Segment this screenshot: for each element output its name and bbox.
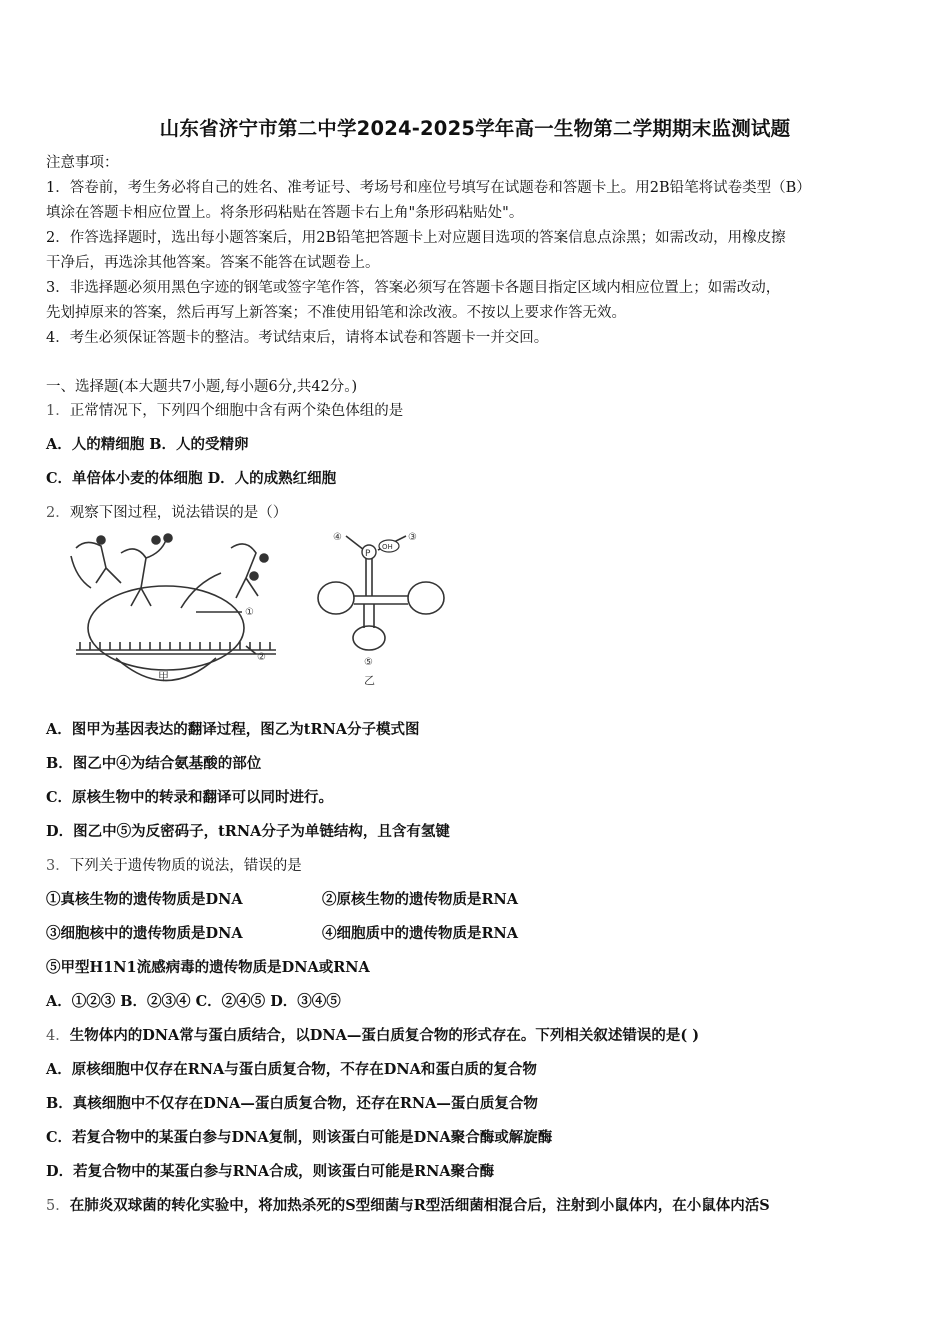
trna-right [231,544,258,598]
question-2-option-d: D．图乙中⑤为反密码子，tRNA分子为单链结构，且含有氢键 [46,823,450,840]
question-number: 1． [46,403,70,419]
question-4-option-d: D．若复合物中的某蛋白参与RNA合成，则该蛋白可能是RNA聚合酶 [46,1163,495,1180]
statement-1: ①真核生物的遗传物质是DNA [46,891,243,908]
question-3-stem [46,856,906,876]
question-number: 2． [46,505,70,521]
question-2-option-c: C．原核生物中的转录和翻译可以同时进行。 [46,789,334,806]
question-3-statement-row [46,890,906,910]
question-text: 生物体内的DNA常与蛋白质结合，以DNA—蛋白质复合物的形式存在。下列相关叙述错误的是( ) [69,1027,700,1044]
figure-label-yi: 乙 [364,674,375,687]
question-3-statement-row [46,924,906,944]
figure-label-jia: 甲 [158,670,169,683]
question-number: 4． [46,1028,70,1044]
question-2-option-a: A．图甲为基因表达的翻译过程，图乙为tRNA分子模式图 [46,721,420,738]
notice-line: 干净后，再选涂其他答案。答案不能答在试题卷上。 [46,255,380,271]
question-5-stem [46,1196,906,1216]
question-text: 在肺炎双球菌的转化实验中，将加热杀死的S型细菌与R型活细菌相混合后，注射到小鼠体内，在小鼠体内活S [69,1197,770,1214]
question-text: 正常情况下，下列四个细胞中含有两个染色体组的是 [69,403,404,419]
codon-ticks [80,642,270,650]
question-number: 3． [46,858,70,874]
question-number: 5． [46,1198,70,1214]
notice-line: 先划掉原来的答案，然后再写上新答案；不准使用铅笔和涂改液。不按以上要求作答无效。 [46,305,626,321]
arrow-left [71,556,91,588]
question-4-option-b: B．真核细胞中不仅存在DNA—蛋白质复合物，还存在RNA—蛋白质复合物 [46,1095,538,1112]
question-4-option-a: A．原核细胞中仅存在RNA与蛋白质复合物，不存在DNA和蛋白质的复合物 [46,1061,537,1078]
notice-line: 2．作答选择题时，选出每小题答案后，用2B铅笔把答题卡上对应题目选项的答案信息点涂黑；如需改动，用橡皮擦 [46,230,786,246]
statement-3: ③细胞核中的遗传物质是DNA [46,925,243,942]
statement-5: ⑤甲型H1N1流感病毒的遗传物质是DNA或RNA [46,959,370,976]
marker-1: ① [245,607,254,618]
notice-line: 4．考生必须保证答题卡的整洁。考试结束后，请将本试卷和答题卡一并交回。 [46,330,549,346]
translation-trna-figure [46,528,456,698]
marker-p: P [365,549,371,559]
question-2-stem [46,503,906,523]
question-text: 下列关于遗传物质的说法，错误的是 [69,858,302,874]
statement-4: ④细胞质中的遗传物质是RNA [322,925,519,942]
ribosome-shape [88,586,244,670]
statement-2: ②原核生物的遗传物质是RNA [322,891,519,908]
page-title: 山东省济宁市第二中学2024-2025学年高一生物第二学期期末监测试题 [159,117,791,140]
notice-line: 3．非选择题必须用黑色字迹的钢笔或签字笔作答，答案必须写在答题卡各题目指定区域内相应位置上；如需改动， [46,280,781,296]
marker-3: ③ [408,532,417,543]
question-1-options-cd: C．单倍体小麦的体细胞 D．人的成熟红细胞 [46,470,337,487]
figure-svg [46,528,456,698]
trna-left [76,542,121,583]
notice-line: 填涂在答题卡相应位置上。将条形码粘贴在答题卡右上角"条形码粘贴处"。 [46,205,524,221]
marker-5: ⑤ [364,657,373,668]
section-heading: 一、选择题(本大题共7小题,每小题6分,共42分。) [46,379,358,395]
notice-line: 1．答卷前，考生务必将自己的姓名、准考证号、考场号和座位号填写在试题卷和答题卡上。用2B铅笔将试卷类型（B） [46,180,811,196]
question-1-stem [46,401,906,421]
marker-oh: OH [382,543,393,551]
marker-4: ④ [333,532,342,543]
question-3-options: A．①②③ B．②③④ C．②④⑤ D．③④⑤ [46,993,341,1010]
marker-2: ② [257,652,266,663]
question-4-option-c: C．若复合物中的某蛋白参与DNA复制，则该蛋白可能是DNA聚合酶或解旋酶 [46,1129,553,1146]
question-2-option-b: B．图乙中④为结合氨基酸的部位 [46,755,262,772]
trna-cloverleaf [318,536,444,650]
notice-heading: 注意事项： [46,155,119,171]
question-4-stem [46,1026,906,1046]
question-1-options-ab: A．人的精细胞 B．人的受精卵 [46,436,249,453]
question-text: 观察下图过程，说法错误的是（） [69,505,288,521]
